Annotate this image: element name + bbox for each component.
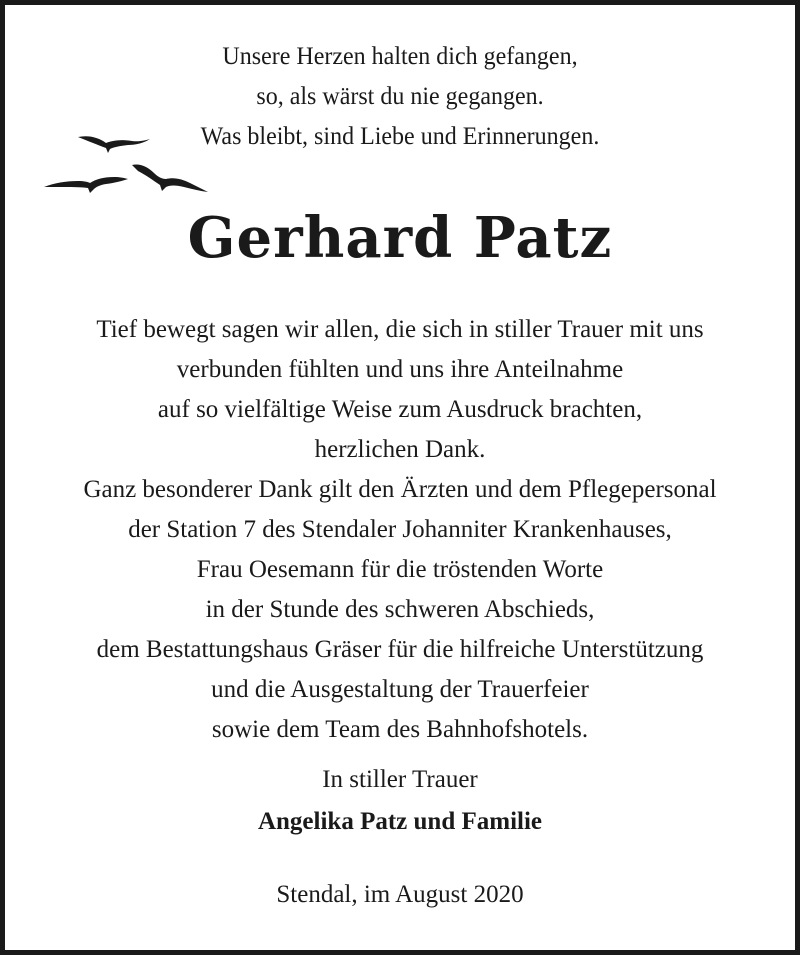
bird-icon [44,177,128,193]
thanks-line: herzlichen Dank. [314,436,486,463]
mourning-line: In stiller Trauer [322,766,478,793]
thanks-line: Frau Oesemann für die tröstenden Worte [196,556,604,583]
thanks-line: und die Ausgestaltung der Trauerfeier [211,676,589,703]
verse-line: Was bleibt, sind Liebe und Erinnerungen. [200,123,600,150]
place-and-date: Stendal, im August 2020 [276,881,524,908]
thanks-line: in der Stunde des schweren Abschieds, [205,596,595,623]
deceased-name: Gerhard Patz [187,205,613,271]
thanks-line: sowie dem Team des Bahnhofshotels. [211,716,589,743]
family-signature: Angelika Patz und Familie [257,808,543,835]
thanks-line: verbunden fühlten und uns ihre Anteilnahme [176,356,624,383]
thanks-message [10,310,790,750]
verse-line: Unsere Herzen halten dich gefangen, [222,43,578,70]
thanks-line: Tief bewegt sagen wir allen, die sich in stiller Trauer mit uns [96,316,704,343]
thanks-line: der Station 7 des Stendaler Johanniter Krankenhauses, [128,516,672,543]
thanks-line: Ganz besonderer Dank gilt den Ärzten und dem Pflegepersonal [83,476,717,503]
bird-icon [132,164,208,192]
bird-icon [78,136,150,153]
thanks-line: dem Bestattungshaus Gräser für die hilfreiche Unterstützung [96,636,704,663]
thanks-line: auf so vielfältige Weise zum Ausdruck brachten, [157,396,643,423]
verse-line: so, als wärst du nie gegangen. [256,83,544,110]
